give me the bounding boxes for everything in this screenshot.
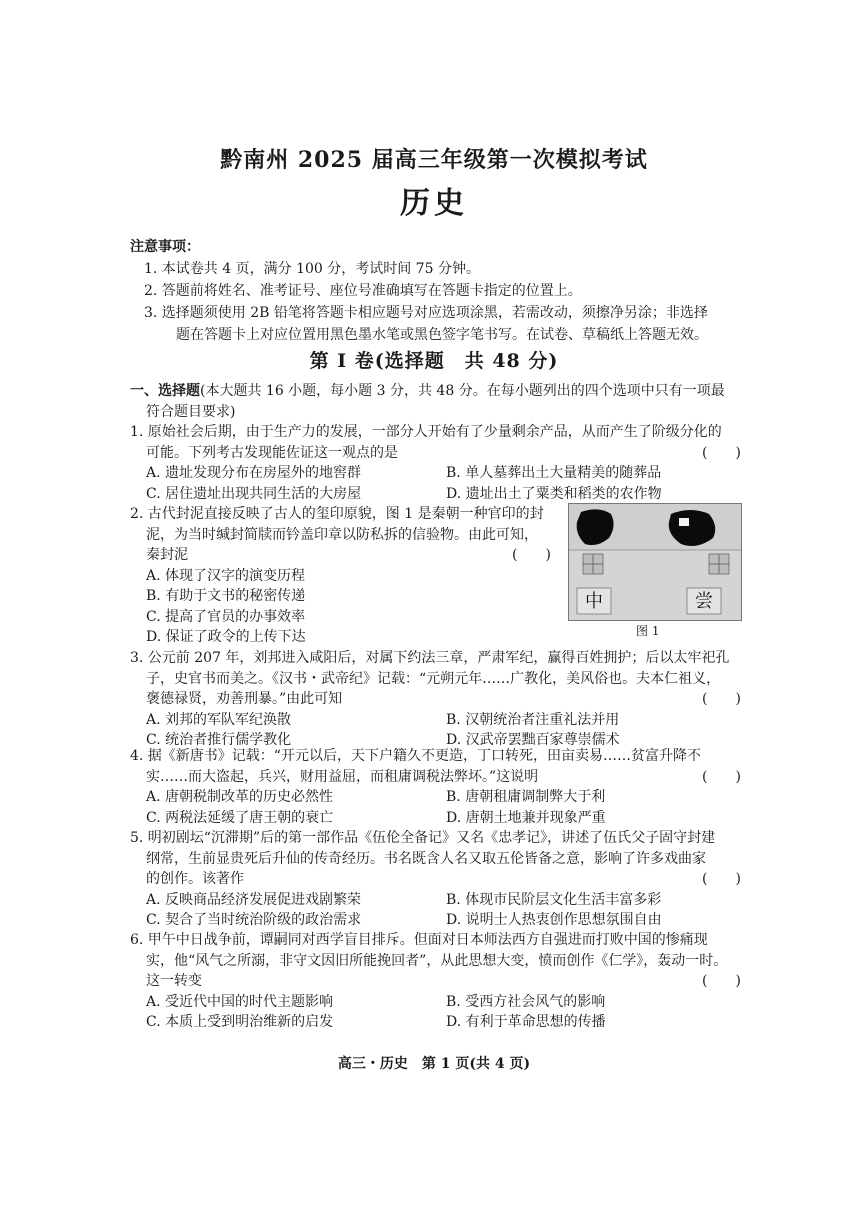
figure-1-seal-image [568, 503, 742, 621]
part-label: 一、选择题 [130, 383, 200, 399]
q6-option-b: B. 受西方社会风气的影响 [446, 993, 606, 1010]
q3-stem-line-1: 3. 公元前 207 年，刘邦进入咸阳后，对属下约法三章，严肃军纪，赢得百姓拥护；后以太牢祀孔 [130, 650, 730, 666]
q5-option-a: A. 反映商品经济发展促进戏剧繁荣 [146, 891, 362, 908]
q2-option-d: D. 保证了政令的上传下达 [146, 629, 306, 645]
notice-item-3-cont: 题在答题卡上对应位置用黑色墨水笔或黑色签字笔书写。在试卷、草稿纸上答题无效。 [176, 327, 708, 343]
q4-option-c: C. 两税法延缓了唐王朝的衰亡 [146, 809, 334, 826]
q3-stem-line-2: 子，史官书而美之。《汉书・武帝纪》记载：“元朔元年……广教化，美风俗也。夫本仁祖义， [146, 670, 721, 687]
q4-option-b: B. 唐朝租庸调制弊大于利 [446, 789, 606, 805]
q6-stem-line-3: 这一转变 [146, 973, 202, 989]
question-3 [130, 648, 750, 751]
notice-item-2: 2. 答题前将姓名、准考证号、座位号准确填写在答题卡指定的位置上。 [144, 283, 582, 299]
part-text-1: (本大题共 16 小题，每小题 3 分，共 48 分。在每小题列出的四个选项中只有一项最 [200, 383, 725, 399]
seal-photo [569, 504, 741, 620]
q3-option-c: C. 统治者推行儒学教化 [146, 732, 292, 748]
q6-option-c: C. 本质上受到明治维新的启发 [146, 1014, 334, 1030]
q3-option-a: A. 刘邦的军队军纪涣散 [146, 711, 292, 728]
q6-answer-paren: ( ) [702, 973, 741, 989]
part-text-2: 符合题目要求) [146, 404, 236, 420]
q5-stem-line-1: 5. 明初剧坛“沉滞期”后的第一部作品《伍伦全备记》又名《忠孝记》，讲述了伍氏父子固守封建 [130, 830, 716, 846]
q2-stem-line-2: 泥，为当时缄封简牍而钤盖印章以防私拆的信验物。由此可知， [146, 526, 538, 543]
q2-option-a: A. 体现了汉字的演变历程 [146, 567, 306, 584]
notice-item-3: 3. 选择题须使用 2B 铅笔将答题卡相应题号对应选项涂黑，若需改动，须擦净另涂；非选择 [144, 305, 708, 321]
q6-option-a: A. 受近代中国的时代主题影响 [146, 993, 334, 1010]
q4-option-d: D. 唐朝土地兼并现象严重 [446, 809, 606, 826]
q6-stem-line-1: 6. 甲午中日战争前，谭嗣同对西学盲目排斥。但面对日本师法西方自强进而打败中国的惨痛现 [130, 932, 708, 948]
q3-option-d: D. 汉武帝罢黜百家尊崇儒术 [446, 732, 620, 748]
q3-option-b: B. 汉朝统治者注重礼法并用 [446, 711, 620, 728]
section-title: 第 Ⅰ 卷(选择题 共 48 分) [309, 350, 559, 372]
q1-stem-line-2: 可能。下列考古发现能佐证这一观点的是 [146, 444, 398, 461]
exam-title: 黔南州 2025 届高三年级第一次模拟考试 [220, 147, 648, 173]
q5-option-b: B. 体现市民阶层文化生活丰富多彩 [446, 891, 662, 908]
q4-stem-line-2: 实……而大盗起，兵兴，财用益屈，而租庸调税法弊坏。”这说明 [146, 768, 539, 785]
q1-option-b: B. 单人墓葬出土大量精美的随葬品 [446, 465, 662, 481]
q5-option-d: D. 说明士人热衷创作思想氛围自由 [446, 912, 662, 928]
q2-option-c: C. 提高了官员的办事效率 [146, 608, 306, 625]
part-intro [130, 381, 750, 423]
q2-stem-line-3: 秦封泥 [146, 547, 188, 563]
q3-answer-paren: ( ) [702, 691, 741, 707]
seal-char-right: 尝 [695, 591, 713, 612]
notice-head: 注意事项： [130, 239, 200, 255]
q2-stem-line-1: 2. 古代封泥直接反映了古人的玺印原貌，图 1 是秦朝一种官印的封 [130, 506, 544, 522]
question-5 [130, 828, 750, 931]
notice-block [130, 236, 750, 346]
q5-option-c: C. 契合了当时统治阶级的政治需求 [146, 912, 362, 928]
q2-option-b: B. 有助于文书的秘密传递 [146, 588, 306, 604]
page-footer: 高三・历史 第 1 页(共 4 页) [337, 1056, 531, 1072]
q2-answer-paren: ( ) [512, 547, 551, 563]
q1-option-c: C. 居住遗址出现共同生活的大房屋 [146, 485, 362, 502]
q5-stem-line-3: 的创作。该著作 [146, 871, 244, 887]
q4-option-a: A. 唐朝税制改革的历史必然性 [146, 789, 334, 805]
seal-char-left: 中 [585, 591, 603, 612]
q5-answer-paren: ( ) [702, 871, 741, 887]
notice-item-1: 1. 本试卷共 4 页，满分 100 分，考试时间 75 分钟。 [144, 261, 480, 277]
question-2 [130, 504, 560, 648]
q1-option-a: A. 遗址发现分布在房屋外的地窖群 [146, 465, 362, 481]
q1-stem-line-1: 1. 原始社会后期，由于生产力的发展，一部分人开始有了少量剩余产品，从而产生了阶级分化的 [130, 424, 722, 440]
q3-stem-line-3: 褒德禄贤，劝善刑暴。”由此可知 [146, 691, 343, 707]
q4-stem-line-1: 4. 据《新唐书》记载：“开元以后，天下户籍久不更造，丁口转死，田亩卖易……贫富升降不 [130, 748, 701, 764]
figure-1-caption: 图 1 [636, 624, 660, 638]
question-6 [130, 930, 750, 1033]
question-4 [130, 746, 750, 828]
q6-stem-line-2: 实，他“风气之所溺，非守文因旧所能挽回者”，从此思想大变，愤而创作《仁学》，轰动一时。 [146, 952, 728, 969]
q1-option-d: D. 遗址出土了粟类和稻类的农作物 [446, 485, 662, 502]
subject-title: 历史 [400, 186, 468, 221]
q4-answer-paren: ( ) [702, 768, 741, 785]
q6-option-d: D. 有利于革命思想的传播 [446, 1014, 606, 1030]
q5-stem-line-2: 纲常，生前显贵死后升仙的传奇经历。书名既含人名又取五伦皆备之意，影响了许多戏曲家 [146, 850, 706, 867]
q1-answer-paren: ( ) [702, 444, 741, 461]
question-1 [130, 422, 750, 504]
